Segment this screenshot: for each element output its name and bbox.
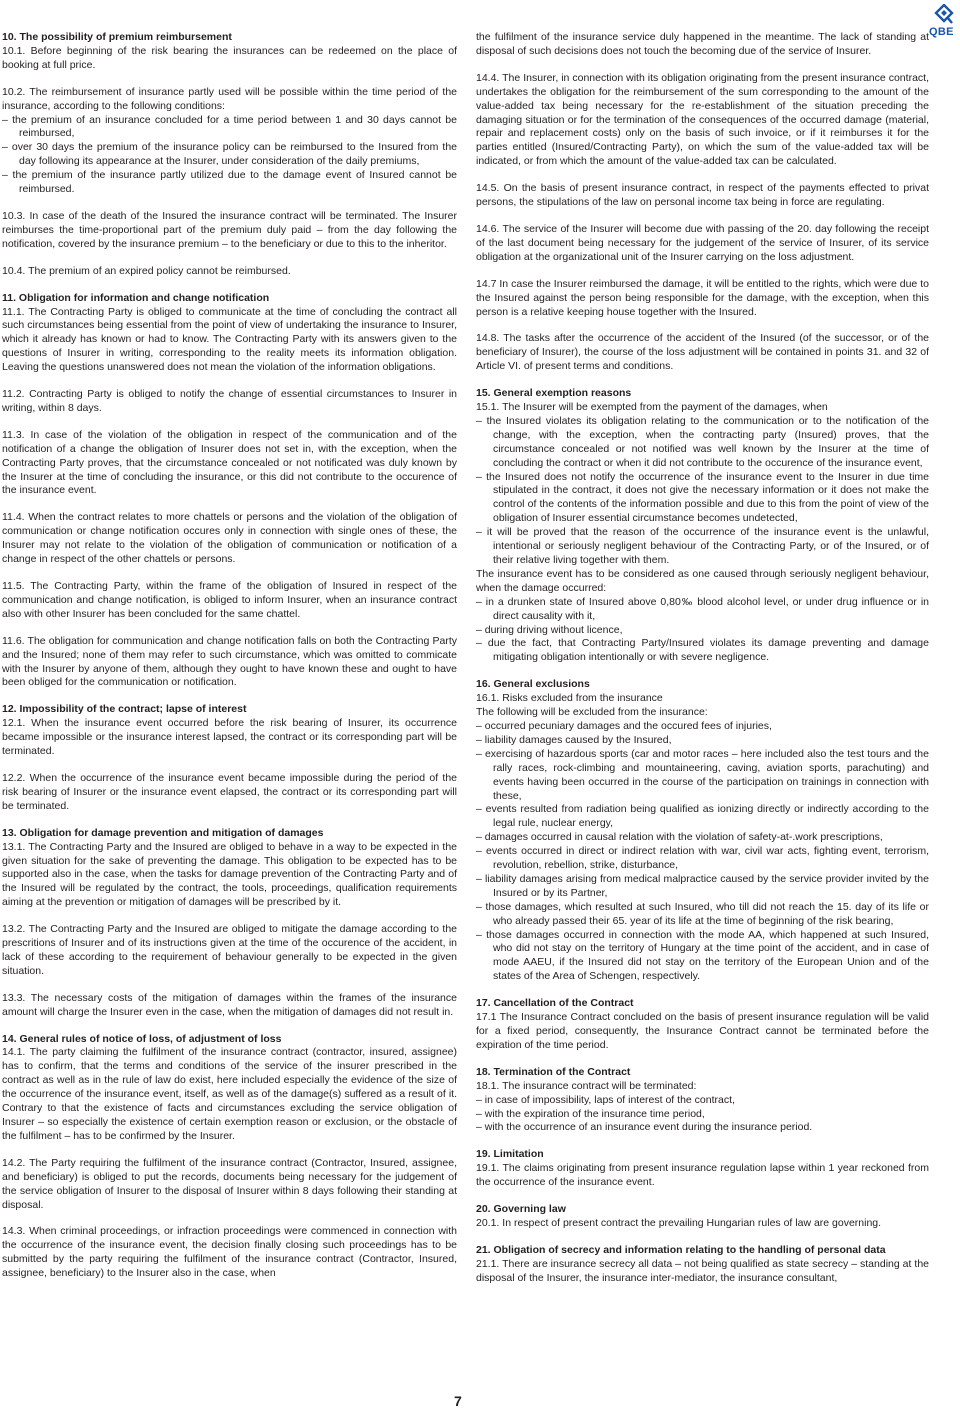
spacer [2, 73, 457, 86]
spacer [2, 759, 457, 772]
spacer [476, 319, 929, 332]
spacer [476, 984, 929, 997]
spacer [476, 169, 929, 182]
paragraph: The insurance event has to be considered as one caused through seriously negligent behaviour, when the damage occurred: [476, 567, 929, 594]
paragraph: 11.4. When the contract relates to more chattels or persons and the violation of the obligation of communication or change notification occures only in connection with single ones of these, the Insurer may not relate to the violation of the obligation of communication or notification of a change in respect of the other chattels or persons. [2, 511, 457, 566]
paragraph: 16.1. Risks excluded from the insurance [476, 692, 663, 705]
paragraph: 14.2. The Party requiring the fulfilment of the insurance contract (Contractor, Insured, assignee, and beneficiary) is obliged to put the records, documents being necessary for the judgement of the service obligation of Insurer to the disposal of Insurer within 8 days following their standing at disposal. [2, 1156, 457, 1211]
section-heading: 17. Cancellation of the Contract [476, 997, 634, 1010]
section-heading: 21. Obligation of secrecy and information relating to the handling of personal data [476, 1243, 886, 1256]
spacer [2, 690, 457, 703]
paragraph: 12.1. When the insurance event occurred before the risk bearing of Insurer, its occurrence became impossible or the insurance interest lapsed, the contract or its corresponding part will be terminated. [2, 717, 457, 758]
paragraph: 14.1. The party claiming the fulfilment of the insurance contract (contractor, insured, assignee) has to confirm, that the terms and conditions of the service of the insurer prescribed in the contract as well as in the rule of law do exist, here included especially the evidence of the size of the occurrence of the insurance event, itself, as well as of the damage(s) suffered as a result of it. Contrary to that the existence of facts and circumstances excluding the service obligation of Insurer – so especially the existence of certain exemption reason or exclusion, or the obstacle of the fulfilment – has to be confirmed by the Insurer. [2, 1046, 457, 1142]
spacer [2, 1144, 457, 1157]
section-heading: 14. General rules of notice of loss, of adjustment of loss [2, 1032, 282, 1045]
paragraph: 10.4. The premium of an expired policy cannot be reimbursed. [2, 264, 291, 277]
spacer [2, 252, 457, 265]
spacer [476, 210, 929, 223]
spacer [476, 665, 929, 678]
right-column [476, 31, 929, 1286]
spacer [476, 1190, 929, 1203]
list-item: – the Insured does not notify the occurrence of the insurance event to the Insurer in due time stipulated in the contract, it does not give the necessary information or it does not make the control of the contents of the information possible and due to this from the point of view of the obligation of Insurer essential circumstance becomes undetected, [476, 470, 929, 525]
paragraph: 11.3. In case of the violation of the obligation in respect of the communication and of the notification of a change the obligation of Insurer does not set in, with the exception, when the Contracting Party proves, that the circumstance concealed or not notificated was duly known by the Insurer at the time of concluding the insurance, or this did not contribute to the occurence of the insurance event. [2, 428, 457, 497]
paragraph: 10.2. The reimbursement of insurance partly used will be possible within the time period of the insurance, according to the following conditions: [2, 85, 457, 112]
paragraph: 11.1. The Contracting Party is obliged to communicate at the time of concluding the contract all such circumstances being essential from the point of view of undertaking the insurance to Insurer, which it already has known or had to know. The Contracting Party with its answers given to the questions of Insurer in writing, corresponding to the reality meets its information obligation. Leaving the questions unanswered does not mean the violation of the information obligations. [2, 305, 457, 374]
list-item: – exercising of hazardous sports (car and motor races – here included also the test tours and the rally races, rock-climbing and mountaineering, caving, aviation sports, parachuting) and events having been occurred in the course of the participation on trainings in connection with these, [476, 747, 929, 802]
section-heading: 18. Termination of the Contract [476, 1065, 631, 1078]
section-heading: 10. The possibility of premium reimbursement [2, 31, 232, 43]
spacer [2, 1212, 457, 1225]
spacer [2, 375, 457, 388]
section-heading: 13. Obligation for damage prevention and mitigation of damages [2, 826, 324, 839]
list-item: – in case of impossibility, laps of interest of the contract, [476, 1093, 735, 1106]
paragraph: 14.4. The Insurer, in connection with its obligation originating from the present insurance contract, undertakes the obligation for the reimbursement of the sum corresponding to the amount of the value-added tax being necessary for the re-establishment of the situation preceding the damaging situation or for the termination of the consequences of the occurred damage (material, repair and replacement costs) only on the basis of such invoice, or if it reimburses it for the parties entitled (Insured/Contracting Party), on which the sum of the value-added tax will be indicated, or from which the amount of the value-added tax can be calculated. [476, 71, 929, 168]
list-item: – those damages, which resulted at such Insured, who till did not reach the 15. day of its life or who already passed their 65. year of its life at the time of beginning of the risk bearing, [476, 900, 929, 927]
paragraph: 11.6. The obligation for communication and change notification falls on both the Contracting Party and the Insured; none of them may refer to such circumstance, which was omitted to commicate with the Insurer by anyone of them, although they ought to have known these and ought to have been obliged for the communication or notification. [2, 634, 457, 689]
section-heading: 11. Obligation for information and change notification [2, 291, 270, 304]
spacer [2, 416, 457, 429]
paragraph: 10.3. In case of the death of the Insured the insurance contract will be terminated. The Insurer reimburses the time-proportional part of the premium duly paid – from the day following the notification, covered by the insurance premium – to the beneficiary or due to this to the inheritor. [2, 209, 457, 250]
spacer [2, 910, 457, 923]
section-heading: 12. Impossibility of the contract; lapse of interest [2, 703, 247, 716]
section-heading: 15. General exemption reasons [476, 387, 632, 400]
paragraph: 10.1. Before beginning of the risk bearing the insurances can be redeemed on the place of booking at full price. [2, 44, 457, 71]
list-item: – with the expiration of the insurance time period, [476, 1107, 705, 1120]
section-heading: 20. Governing law [476, 1203, 566, 1216]
list-item: – the premium of an insurance concluded for a time period between 1 and 30 days cannot be reimbursed, [2, 113, 457, 140]
spacer [476, 1231, 929, 1244]
paragraph: 20.1. In respect of present contract the prevailing Hungarian rules of law are governing. [476, 1216, 882, 1229]
section-heading: 16. General exclusions [476, 678, 590, 691]
list-item: – damages occurred in causal relation with the violation of safety-at-.work prescriptions, [476, 831, 883, 844]
spacer [476, 1053, 929, 1066]
spacer [2, 1020, 457, 1033]
section-heading: 19. Limitation [476, 1148, 544, 1161]
list-item: – events resulted from radiation being qualified as ionizing directly or indirectly according to the legal rule, nuclear energy, [476, 803, 929, 830]
list-item: – events occurred in direct or indirect relation with war, civil war acts, fighting event, terrorism, revolution, rebellion, strike, disturbance, [476, 845, 929, 872]
spacer [476, 1135, 929, 1148]
paragraph: 14.8. The tasks after the occurrence of the accident of the Insured (of the successor, or of the beneficiary of Insurer), the course of the loss adjustment will be contained in points 31. and 32 of Article VI. of present terms and conditions. [476, 332, 929, 373]
spacer [2, 197, 457, 210]
list-item: – liability damages caused by the Insured, [476, 733, 672, 746]
list-item: – over 30 days the premium of the insurance policy can be reimbursed to the Insured from the day following its appearance at the Insurer, under consideration of the daily premiums, [2, 141, 457, 168]
paragraph: 11.2. Contracting Party is obliged to notify the change of essential circumstances to Insurer in writing, within 8 days. [2, 388, 457, 414]
paragraph: 12.2. When the occurrence of the insurance event became impossible during the period of the risk bearing of Insurer or the insurance event elapsed, the contract or its corresponding part will be terminated. [2, 771, 457, 812]
paragraph: 19.1. The claims originating from present insurance regulation lapse within 1 year reckoned from the occurrence of the insurance event. [476, 1162, 929, 1189]
spacer [476, 265, 929, 278]
paragraph: 13.3. The necessary costs of the mitigation of damages within the frames of the insurance amount will charge the Insurer even in the case, when the mitigation of damages did not result in. [2, 991, 457, 1018]
paragraph: the fulfilment of the insurance service duly happened in the meantime. The lack of standing at disposal of such decisions does not touch the becoming due of the service of Insurer. [476, 31, 929, 57]
paragraph: 15.1. The Insurer will be exempted from the payment of the damages, when [476, 401, 828, 414]
list-item: – the Insured violates its obligation relating to the communication or to the notification of the change, with the exception, when the contracting party (Insured) proves, that the circumstance concealed or not notified was well known by the Insurer at the time of concluding the contract or when it did not contribute to the occurence of the insurance event, [476, 414, 929, 469]
spacer [2, 622, 457, 635]
list-item: – it will be proved that the reason of the occurrence of the insurance event is the unlawful, intentional or seriously negligent behaviour of the Contracting Party, or of the Insured, or of their relative living together with them. [476, 526, 929, 566]
paragraph: 14.5. On the basis of present insurance contract, in respect of the payments effected to privat persons, the stipulations of the law on personal income tax being in force are regulating. [476, 182, 929, 209]
spacer [2, 567, 457, 580]
spacer [476, 59, 929, 72]
list-item: – occurred pecuniary damages and the occured fees of injuries, [476, 719, 772, 732]
list-item: – due the fact, that Contracting Party/Insured violates its damage preventing and damage mitigating obligation intentionally or with severe negligence. [476, 637, 929, 664]
paragraph: 14.7 In case the Insurer reimbursed the damage, it will be entitled to the rights, which were due to the Insured against the person being responsible for the damage, with the exception, when this person is a relative keeping house together with the Insured. [476, 277, 929, 318]
list-item: – those damages occurred in connection with the mode AA, which happened at such Insured, who did not stay on the territory of Hungary at the time point of the accident, and in case of mode AAEU, if the Insured did not stay on the territory of the European Union and of the states of the Area of Schengen, respectively. [476, 928, 929, 983]
paragraph: 14.6. The service of the Insurer will become due with passing of the 20. day following the receipt of the last document being necessary for the judgement of the service of Insurer, of its service obligation at the organizational unit of the Insurer carrying on the loss adjustment. [476, 222, 929, 263]
paragraph: 14.3. When criminal proceedings, or infraction proceedings were commenced in connection with the occurrence of the insurance event, the decision finally closing such proceedings has to be submitted by the party requiring the fulfilment of the insurance contract (Contractor, Insured, assignee, beneficiary) to the Insurer also in the case, when [2, 1225, 457, 1280]
paragraph: 17.1 The Insurance Contract concluded on the basis of present insurance regulation will be valid for a fixed period, consequently, the Insurance Contract cannot be terminated before the expiration of the time period. [476, 1011, 929, 1051]
paragraph: 18.1. The insurance contract will be terminated: [476, 1079, 697, 1092]
spacer [2, 279, 457, 292]
spacer [2, 979, 457, 992]
list-item: – in a drunken state of Insured above 0,80‰ blood alcohol level, or under drug influence or in direct causality with it, [476, 595, 929, 622]
list-item: – during driving without licence, [476, 623, 623, 636]
paragraph: 13.1. The Contracting Party and the Insured are obliged to behave in a way to be expected in the given situation for the sake of preventing the damage. This obligation to be expected has to be supported also in the case, when the tasks for damage prevention of the Contracting Party and of the Insured will be regulated by the contract, the tools, proceedings, qualification requirements aiming at the prevention or mitigation of damages will be prescribed by it. [2, 840, 457, 909]
paragraph: The following will be excluded from the insurance: [476, 706, 708, 719]
paragraph: 11.5. The Contracting Party, within the frame of the obligation of Insured in respect of the communication and change notification, is obliged to inform Insurer, when an insurance contract also with other Insurer has been concluded for the same chattel. [2, 580, 457, 620]
spacer [476, 374, 929, 387]
spacer [2, 814, 457, 827]
paragraph: 13.2. The Contracting Party and the Insured are obliged to mitigate the damage according to the prescritions of Insurer and of its instructions given at the time of the occurence of the accident, in lack of these according to the requirement of behaviour generally to be expected in the given situation. [2, 923, 457, 977]
left-column [2, 31, 457, 1281]
logo-text: QBE [929, 26, 954, 38]
list-item: – liability damages arising from medical malpractice caused by the service provider invited by the Insured or by its Partner, [476, 872, 929, 899]
page-number: 7 [454, 1393, 462, 1409]
list-item: – the premium of the insurance partly utilized due to the damage event of Insured cannot be reimbursed. [2, 169, 457, 196]
paragraph: 21.1. There are insurance secrecy all data – not being qualified as state secrecy – standing at the disposal of the Insurer, the insurance inter-mediator, the insurance consultant, [476, 1257, 929, 1284]
spacer [2, 498, 457, 511]
list-item: – with the occurrence of an insurance event during the insurance period. [476, 1121, 813, 1134]
